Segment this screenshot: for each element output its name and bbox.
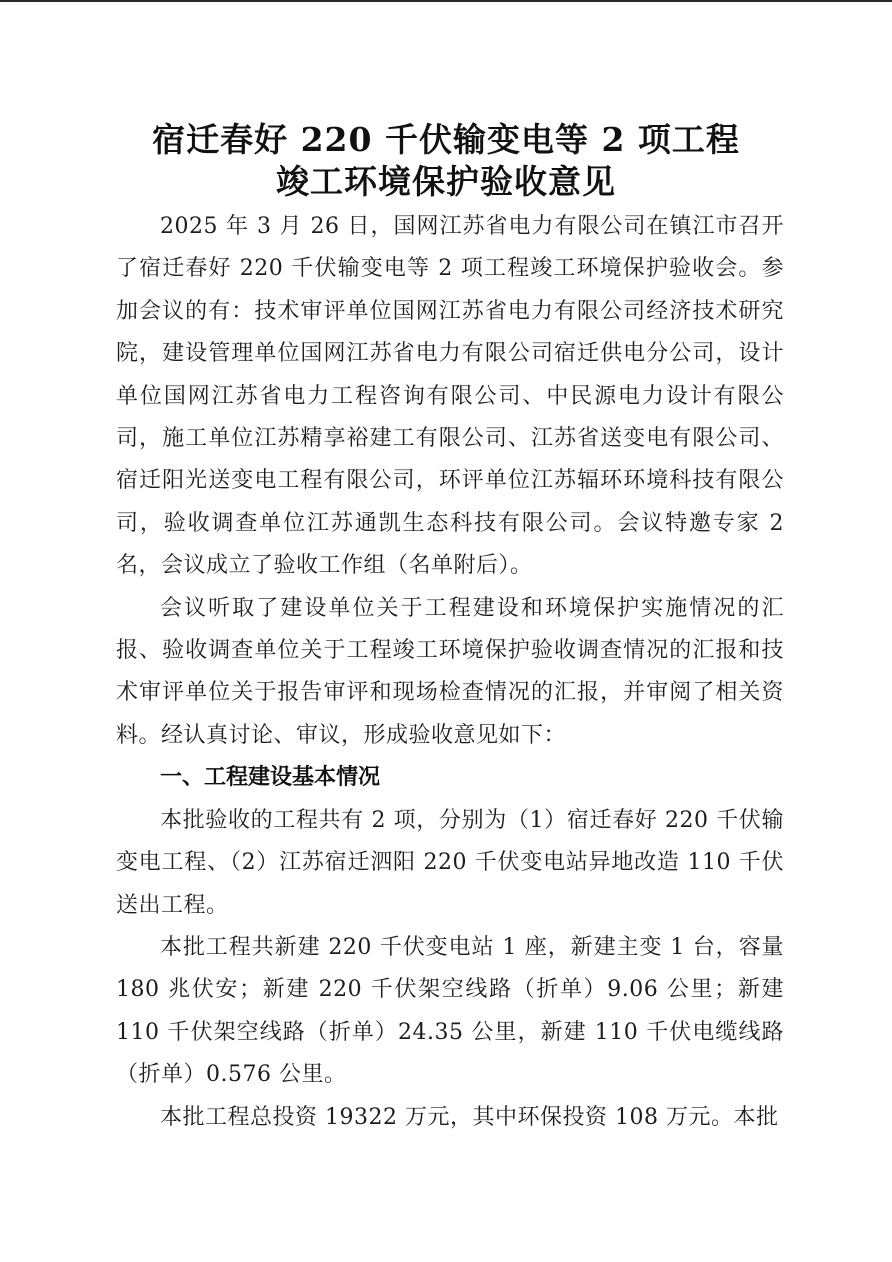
paragraph-meeting-proceedings: 会议听取了建设单位关于工程建设和环境保护实施情况的汇报、验收调查单位关于工程竣工环境保护验收调查情况的汇报和技术审评单位关于报告审评和现场检查情况的汇报，并审阅了相关资料。经认真讨论、审议，形成验收意见如下： <box>116 595 784 748</box>
paragraph-project-scale: 本批工程共新建 220 千伏变电站 1 座，新建主变 1 台，容量 180 兆伏安；新建 220 千伏架空线路（折单）9.06 公里；新建 110 千伏架空线路（折单）24.35 公里，新建 110 千伏电缆线路（折单）0.576 公里。 <box>116 934 784 1088</box>
document-body <box>116 206 784 1139</box>
paragraph-meeting-attendees: 2025 年 3 月 26 日，国网江苏省电力有限公司在镇江市召开了宿迁春好 220 千伏输变电等 2 项工程竣工环境保护验收会。参加会议的有：技术审评单位国网江苏省电力有限公司经济技术研究院，建设管理单位国网江苏省电力有限公司宿迁供电分公司，设计单位国网江苏省电力工程咨询有限公司、中民源电力设计有限公司，施工单位江苏精享裕建工有限公司、江苏省送变电有限公司、宿迁阳光送变电工程有限公司，环评单位江苏辐环环境科技有限公司，验收调查单位江苏通凯生态科技有限公司。会议特邀专家 2 名，会议成立了验收工作组（名单附后）。 <box>116 214 784 579</box>
document-title-line-1: 宿迁春好 220 千伏输变电等 2 项工程 <box>152 120 740 159</box>
page-top-border <box>0 0 892 2</box>
document-title-line-2: 竣工环境保护验收意见 <box>276 162 616 201</box>
paragraph-project-list: 本批验收的工程共有 2 项，分别为（1）宿迁春好 220 千伏输变电工程、（2）江苏宿迁泗阳 220 千伏变电站异地改造 110 千伏送出工程。 <box>116 807 784 918</box>
section-heading-project-overview: 一、工程建设基本情况 <box>160 765 381 791</box>
paragraph-project-investment: 本批工程总投资 19322 万元，其中环保投资 108 万元。本批 <box>160 1104 779 1130</box>
